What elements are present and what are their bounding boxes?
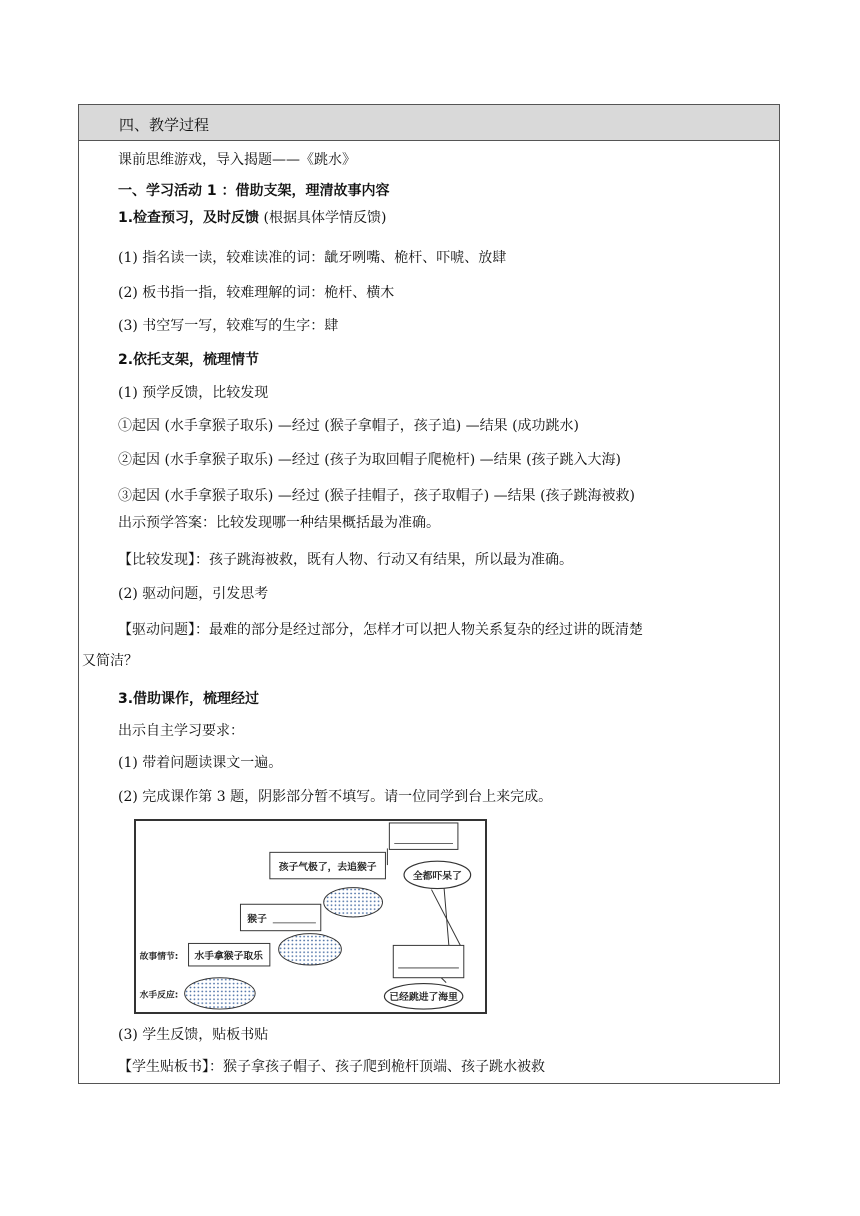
- option-2: ②起因 (水手拿猴子取乐) —经过 (孩子为取回帽子爬桅杆) —结果 (孩子跳入大海): [118, 452, 622, 468]
- activity-1-heading: 一、学习活动 1 ：借助支架，理清故事内容: [118, 183, 390, 199]
- compare-text: 【比较发现】：孩子跳海被救，既有人物、行动又有结果，所以最为准确。: [118, 552, 573, 568]
- diagram-layer: [78, 104, 780, 1084]
- drive-question-line-1: 【驱动问题】：最难的部分是经过部分，怎样才可以把人物关系复杂的经过讲的既清楚: [118, 622, 643, 638]
- section-1-item-1: (1) 指名读一读，较难读准的词：龇牙咧嘴、桅杆、吓唬、放肆: [118, 250, 507, 266]
- option-3: ③起因 (水手拿猴子取乐) —经过 (猴子挂帽子，孩子取帽子) —结果 (孩子跳海被救): [118, 488, 636, 504]
- oval-scared-text: 全都吓呆了: [412, 870, 462, 882]
- section-2-item-2: (2) 驱动问题，引发思考: [118, 586, 269, 602]
- box-sailor-joke-text: 水手拿猴子取乐: [194, 951, 263, 963]
- label-plot: 故事情节:: [139, 952, 179, 963]
- section-title: 四、教学过程: [119, 116, 210, 134]
- drive-question-line-2: 又简洁？: [82, 653, 138, 669]
- section-3-heading: 3.借助课作，梳理经过: [118, 691, 260, 707]
- section-1-item-3: (3) 书空写一写，较难写的生字：肆: [118, 318, 339, 334]
- empty-box-top: [389, 823, 458, 849]
- story-plot-diagram: [134, 819, 487, 1014]
- shaded-oval-1: [324, 888, 383, 917]
- section-2-item-1: (1) 预学反馈，比较发现: [118, 385, 269, 401]
- oval-jumped-text: 已经跳进了海里: [389, 992, 458, 1004]
- label-reaction: 水手反应:: [139, 990, 179, 1001]
- section-1-title: 1.检查预习，及时反馈: [118, 210, 260, 226]
- requirements-text: 出示自主学习要求：: [118, 723, 244, 739]
- section-2-heading: 2.依托支架，梳理情节: [118, 352, 260, 368]
- box-monkey-text: 猴子: [247, 913, 267, 925]
- section-1-item-2: (2) 板书指一指，较难理解的词：桅杆、横木: [118, 285, 395, 301]
- option-1: ①起因 (水手拿猴子取乐) —经过 (猴子拿帽子，孩子追) —结果 (成功跳水): [118, 418, 580, 434]
- section-1-note: (根据具体学情反馈): [259, 210, 387, 226]
- section-3-item-1: (1) 带着问题读课文一遍。: [118, 755, 283, 771]
- intro-text: 课前思维游戏，导入揭题——《跳水》: [118, 152, 356, 168]
- section-3-item-3: (3) 学生反馈，贴板书贴: [118, 1027, 269, 1043]
- box-chase-text: 孩子气极了，去追猴子: [278, 861, 377, 873]
- empty-box-bottom: [393, 945, 464, 977]
- board-text: 【学生贴板书】：猴子拿孩子帽子、孩子爬到桅杆顶端、孩子跳水被救: [118, 1059, 545, 1075]
- answer-text: 出示预学答案：比较发现哪一种结果概括最为准确。: [118, 515, 440, 531]
- section-3-item-2: (2) 完成课作第 3 题，阴影部分暂不填写。请一位同学到台上来完成。: [118, 789, 553, 805]
- shaded-oval-2: [279, 934, 342, 965]
- shaded-oval-3: [185, 978, 256, 1009]
